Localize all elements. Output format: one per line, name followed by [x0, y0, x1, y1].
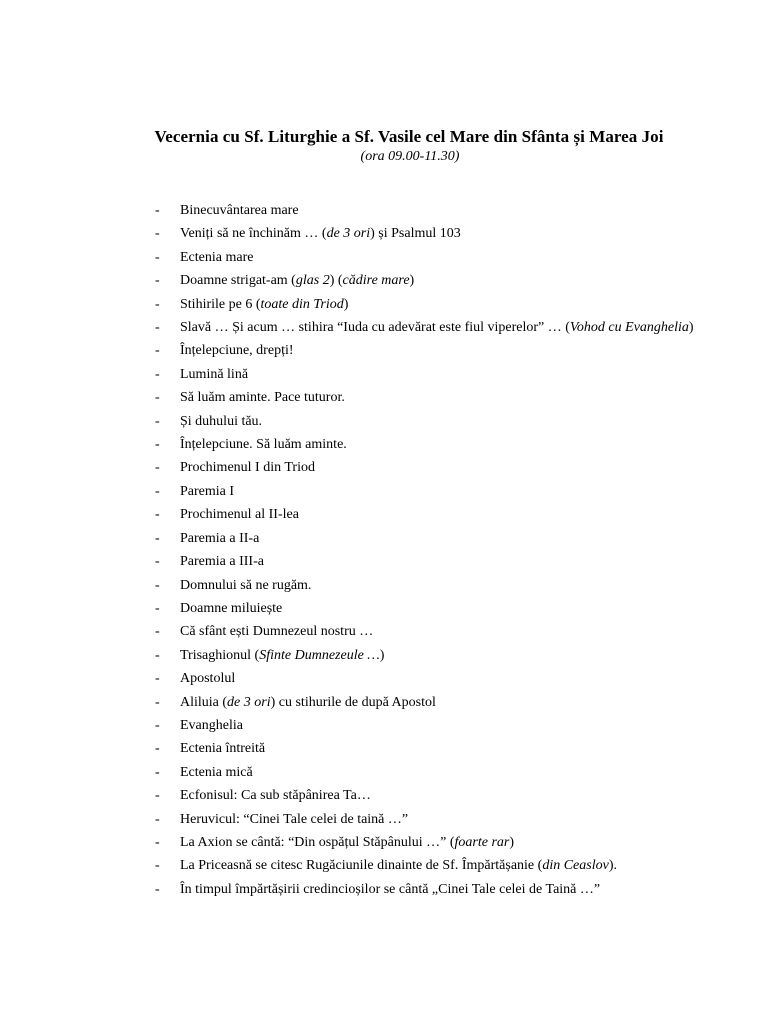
list-item	[0, 316, 768, 339]
list-item	[0, 597, 768, 620]
item-text-segment: Înțelepciune. Să luăm aminte.	[180, 437, 347, 453]
list-item-text	[180, 597, 712, 620]
list-item	[0, 269, 768, 292]
list-item-text	[180, 433, 712, 456]
list-item	[0, 293, 768, 316]
list-item	[0, 527, 768, 550]
item-text-segment: Paremia a II-a	[180, 530, 260, 546]
list-item	[0, 222, 768, 245]
list-item	[0, 246, 768, 269]
item-text-segment: Ectenia mare	[180, 249, 254, 265]
list-item-text	[180, 456, 712, 479]
list-item-text	[180, 269, 712, 292]
list-item-text	[180, 410, 712, 433]
item-text-segment: În timpul împărtășirii credincioșilor se cântă „Cinei Tale celei de Taină …”	[180, 881, 601, 897]
item-text-segment: )	[343, 296, 349, 312]
item-text-segment: Heruvicul: “Cinei Tale celei de taină …”	[180, 811, 409, 827]
document-title: Vecernia cu Sf. Liturghie a Sf. Vasile cel Mare din Sfânta și Marea Joi	[154, 127, 664, 146]
item-text-segment: Evanghelia	[180, 717, 243, 733]
list-bullet: -	[155, 624, 160, 640]
italic-note: de 3 ori	[227, 694, 271, 710]
list-item-text	[180, 644, 712, 667]
list-item-text	[180, 363, 712, 386]
list-item-text	[180, 854, 712, 877]
item-text-segment: Ectenia întreită	[180, 741, 266, 757]
list-item-text	[180, 831, 712, 854]
list-item	[0, 550, 768, 573]
list-bullet: -	[155, 741, 160, 757]
list-item-text	[180, 222, 712, 245]
list-bullet: -	[155, 437, 160, 453]
item-text-segment: ) cu stihurile de după Apostol	[270, 694, 436, 710]
item-text-segment: Aliluia (	[180, 694, 228, 710]
list-item-text	[180, 316, 712, 339]
list-item	[0, 456, 768, 479]
list-item-text	[180, 737, 712, 760]
italic-note: de 3 ori	[326, 226, 371, 242]
list-bullet: -	[155, 296, 160, 312]
list-bullet: -	[155, 343, 160, 359]
item-text-segment: )	[409, 273, 415, 289]
italic-note: foarte rar	[454, 834, 510, 850]
list-item	[0, 339, 768, 362]
list-item-text	[180, 714, 712, 737]
item-text-segment: Ecfonisul: Ca sub stăpânirea Ta…	[180, 788, 371, 804]
list-item	[0, 737, 768, 760]
list-bullet: -	[155, 647, 160, 663]
list-bullet: -	[155, 530, 160, 546]
list-bullet: -	[155, 764, 160, 780]
list-bullet: -	[155, 881, 160, 897]
list-item-text	[180, 503, 712, 526]
list-item-text	[180, 293, 712, 316]
item-text-segment: La Priceasnă se citesc Rugăciunile dinainte de Sf. Împărtășanie (	[180, 858, 543, 874]
list-item	[0, 644, 768, 667]
italic-note: din Ceaslov	[542, 858, 609, 874]
italic-note: cădire mare	[342, 273, 410, 289]
list-item-text	[180, 667, 712, 690]
list-item-text	[180, 878, 712, 901]
list-bullet: -	[155, 600, 160, 616]
item-text-segment: Paremia a III-a	[180, 554, 264, 570]
list-bullet: -	[155, 203, 160, 218]
list-bullet: -	[155, 320, 160, 336]
list-item-text	[180, 527, 712, 550]
list-item-text	[180, 620, 712, 643]
item-text-segment: ).	[608, 858, 617, 874]
item-text-segment: )	[509, 834, 515, 850]
list-item-text	[180, 784, 712, 807]
list-item	[0, 503, 768, 526]
list-bullet: -	[155, 671, 160, 687]
item-text-segment: Lumină lină	[180, 366, 249, 382]
list-item-text	[180, 339, 712, 362]
italic-note: glas 2	[295, 273, 330, 289]
document-subtitle: (ora 09.00-11.30)	[360, 149, 460, 164]
list-item	[0, 620, 768, 643]
list-item-text	[180, 480, 712, 503]
list-bullet: -	[155, 507, 160, 523]
item-text-segment: Înțelepciune, drepți!	[180, 343, 294, 359]
list-bullet: -	[155, 858, 160, 874]
item-text-segment: Trisaghionul (	[180, 647, 260, 663]
list-bullet: -	[155, 273, 160, 289]
list-item	[0, 433, 768, 456]
item-text-segment: Veniți să ne închinăm … (	[180, 226, 327, 242]
list-item	[0, 691, 768, 714]
list-bullet: -	[155, 554, 160, 570]
item-text-segment: La Axion se cântă: “Din ospățul Stăpânului …” (	[180, 834, 455, 850]
list-item-text	[180, 574, 712, 597]
list-item	[0, 574, 768, 597]
item-text-segment: Slavă … Și acum … stihira “Iuda cu adevărat este fiul viperelor” … (	[180, 320, 570, 336]
item-text-segment: Că sfânt ești Dumnezeul nostru …	[180, 624, 374, 640]
list-item	[0, 761, 768, 784]
item-text-segment: )	[688, 320, 694, 336]
item-text-segment: Prochimenul I din Triod	[180, 460, 315, 476]
list-item	[0, 878, 768, 901]
list-bullet: -	[155, 390, 160, 406]
item-text-segment: Binecuvântarea mare	[180, 203, 299, 218]
item-text-segment: Apostolul	[180, 671, 236, 687]
item-text-segment: )	[379, 647, 385, 663]
item-text-segment: Paremia I	[180, 483, 235, 499]
list-bullet: -	[155, 577, 160, 593]
service-order-list	[0, 199, 768, 901]
italic-note: Sfinte Dumnezeule …	[259, 647, 380, 663]
list-bullet: -	[155, 788, 160, 804]
list-item-text	[180, 691, 712, 714]
list-item	[0, 199, 768, 222]
list-bullet: -	[155, 694, 160, 710]
item-text-segment: Ectenia mică	[180, 764, 253, 780]
list-item-text	[180, 808, 712, 831]
list-bullet: -	[155, 226, 160, 242]
item-text-segment: Stihirile pe 6 (	[180, 296, 261, 312]
list-item-text	[180, 386, 712, 409]
list-bullet: -	[155, 834, 160, 850]
item-text-segment: ) și Psalmul 103	[370, 226, 461, 242]
list-bullet: -	[155, 717, 160, 733]
list-item-text	[180, 199, 712, 222]
list-bullet: -	[155, 483, 160, 499]
list-item	[0, 784, 768, 807]
list-item	[0, 410, 768, 433]
list-bullet: -	[155, 460, 160, 476]
italic-note: toate din Triod	[260, 296, 344, 312]
list-item	[0, 714, 768, 737]
list-item-text	[180, 246, 712, 269]
item-text-segment: Doamne miluiește	[180, 600, 283, 616]
item-text-segment: Prochimenul al II-lea	[180, 507, 299, 523]
list-bullet: -	[155, 811, 160, 827]
list-item	[0, 831, 768, 854]
list-bullet: -	[155, 366, 160, 382]
list-bullet: -	[155, 413, 160, 429]
list-item	[0, 854, 768, 877]
item-text-segment: Doamne strigat-am (	[180, 273, 296, 289]
list-item	[0, 667, 768, 690]
item-text-segment: Domnului să ne rugăm.	[180, 577, 312, 593]
list-item-text	[180, 761, 712, 784]
list-item	[0, 386, 768, 409]
list-item	[0, 363, 768, 386]
list-bullet: -	[155, 249, 160, 265]
item-text-segment: Să luăm aminte. Pace tuturor.	[180, 390, 345, 406]
list-item	[0, 808, 768, 831]
italic-note: Vohod cu Evanghelia	[569, 320, 689, 336]
item-text-segment: ) (	[329, 273, 343, 289]
list-item	[0, 480, 768, 503]
list-item-text	[180, 550, 712, 573]
item-text-segment: Și duhului tău.	[180, 413, 263, 429]
